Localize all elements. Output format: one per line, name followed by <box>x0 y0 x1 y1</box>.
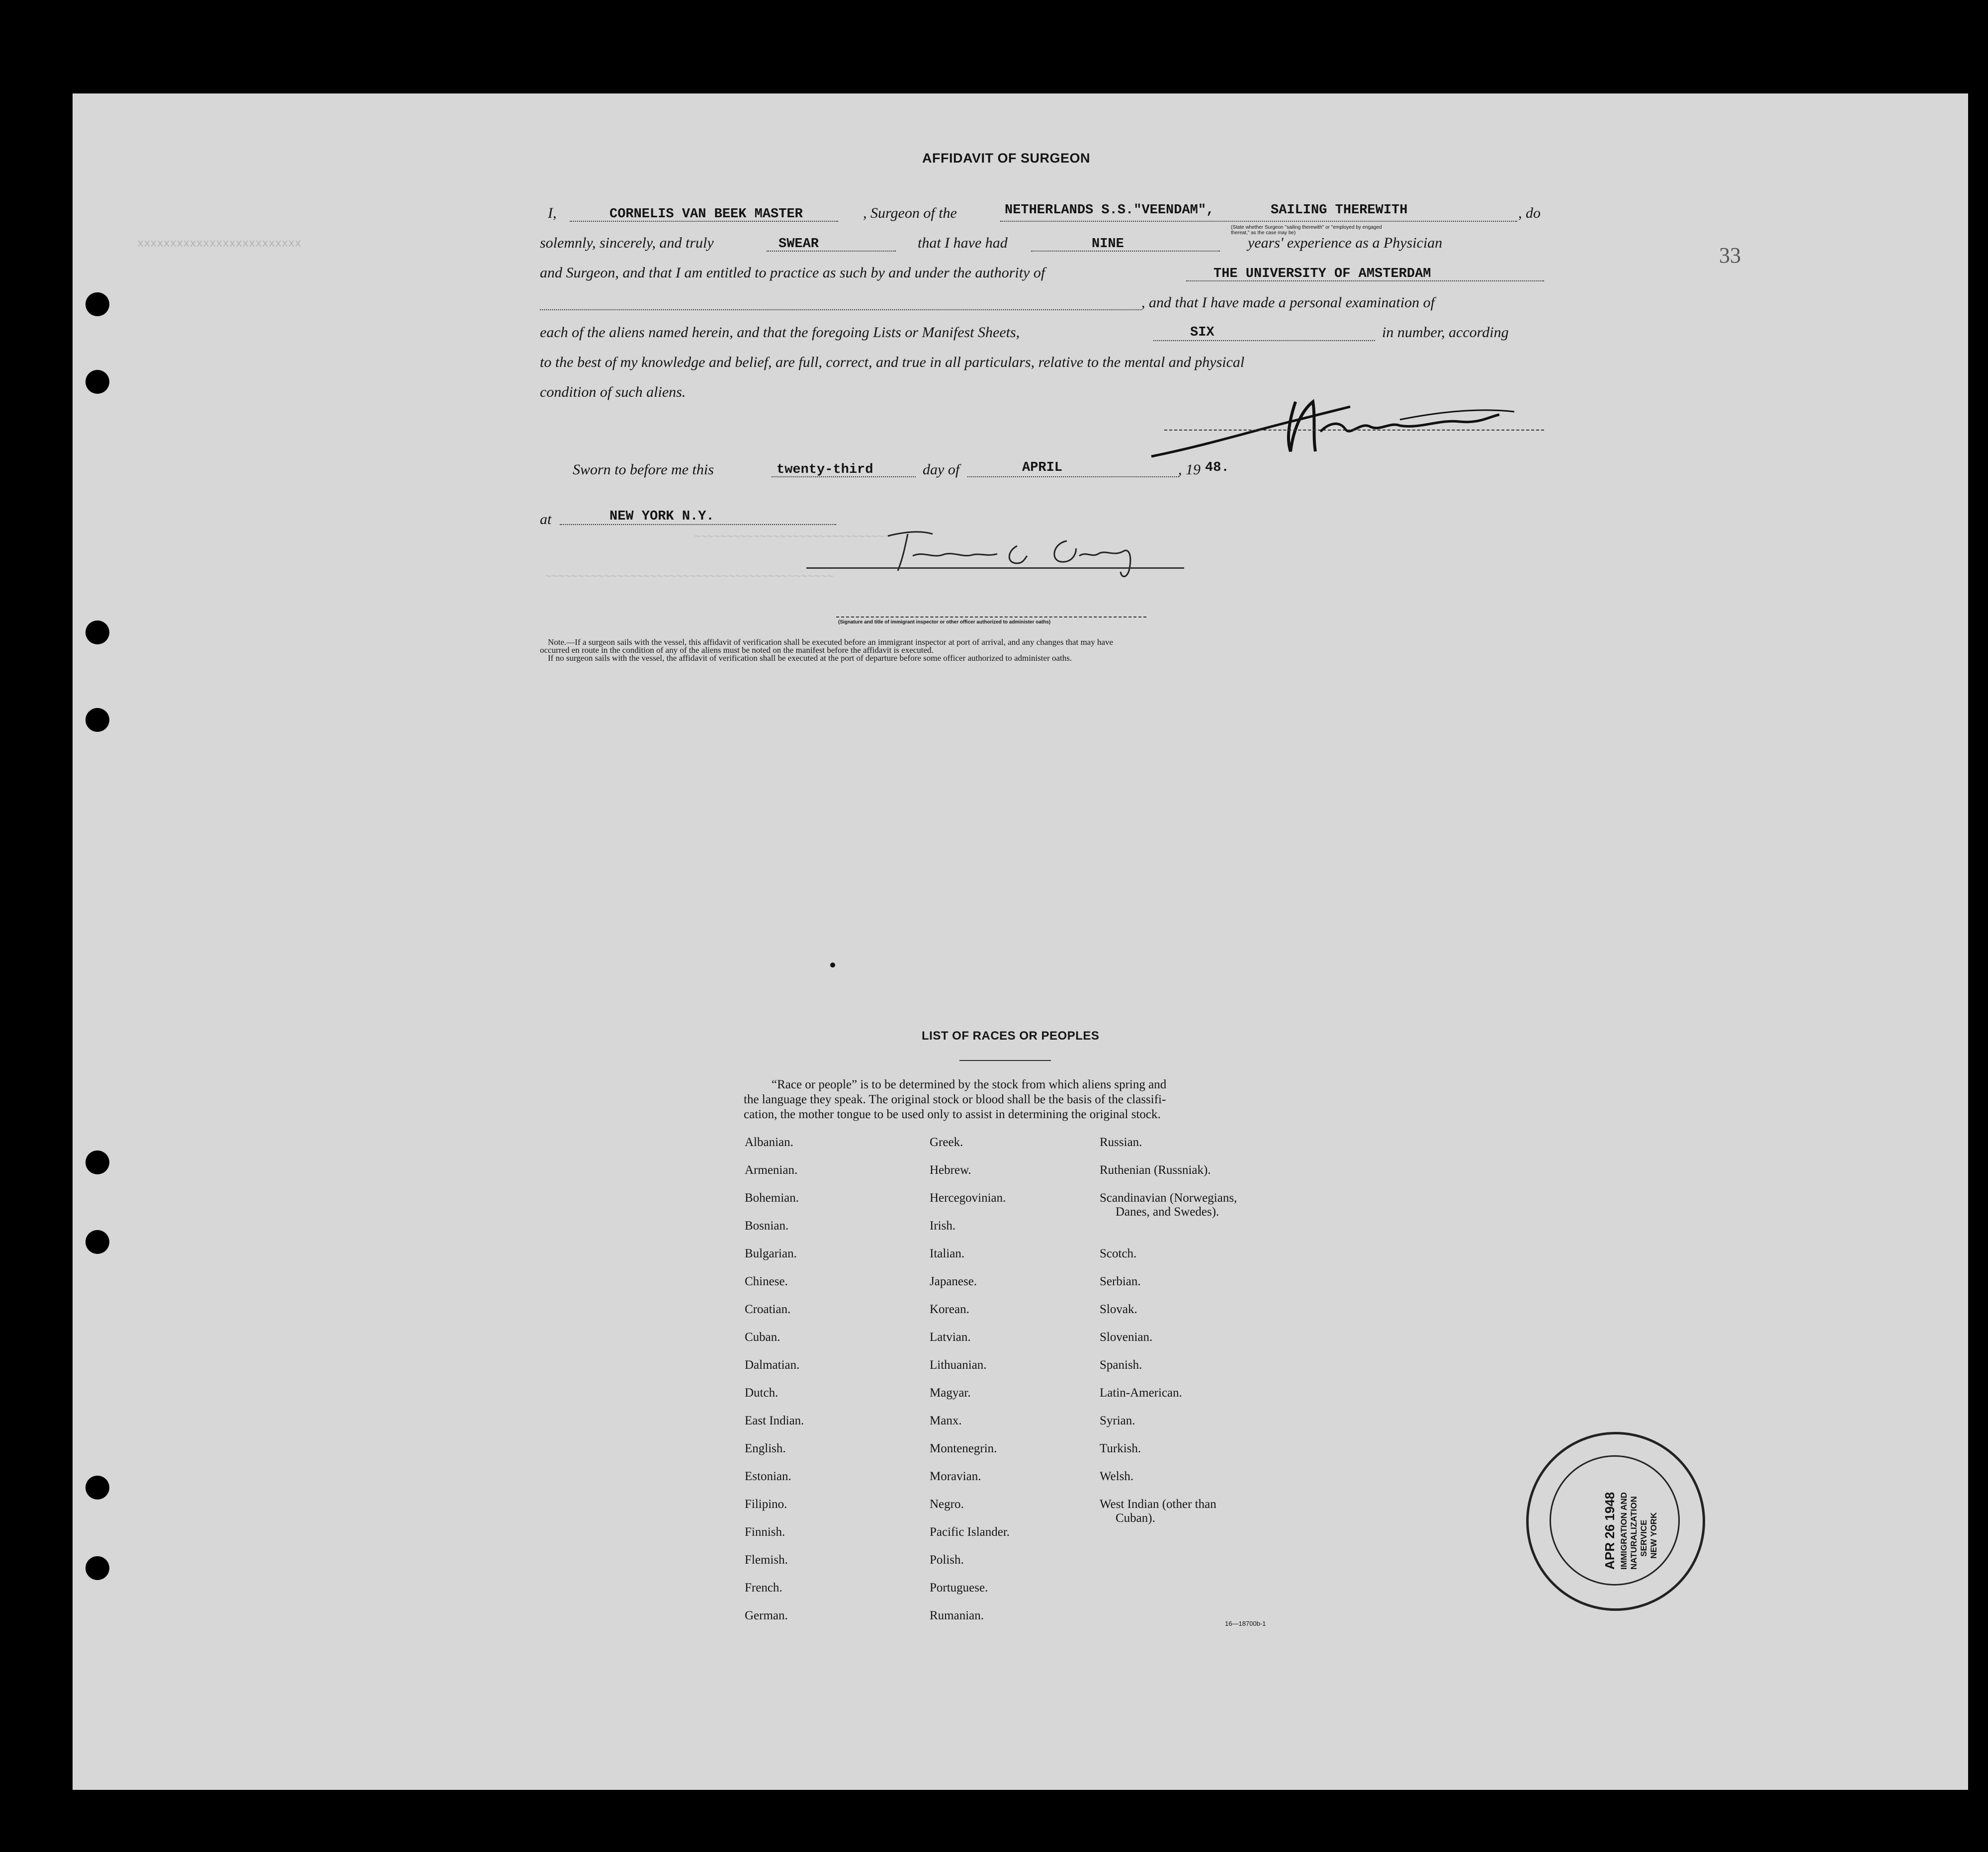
punch-hole <box>86 620 109 644</box>
bleed-through-text: ~~~~~~~~~~~~~~~~~~~~~~~~~~~~~~~~~~~~~~~~~~~~ <box>545 571 834 583</box>
race-entry: Latin-American. <box>1100 1386 1182 1400</box>
title-rule <box>959 1060 1051 1061</box>
race-entry: Dutch. <box>745 1386 778 1400</box>
race-entry: Scotch. <box>1100 1247 1137 1260</box>
race-entry: Estonian. <box>745 1470 791 1483</box>
race-entry: East Indian. <box>745 1414 804 1427</box>
race-entry: Italian. <box>930 1247 965 1260</box>
races-title: LIST OF RACES OR PEOPLES <box>922 1029 1100 1043</box>
race-entry: Manx. <box>930 1414 962 1427</box>
fill-line <box>560 524 836 525</box>
punch-hole <box>86 708 109 732</box>
race-entry: Danes, and Swedes). <box>1116 1205 1219 1219</box>
affidavit-line-7: condition of such aliens. <box>540 384 686 400</box>
stamp-agency-4: NEW YORK <box>1649 1512 1658 1559</box>
years-experience: NINE <box>1092 237 1124 252</box>
affidavit-line-5-suffix: in number, according <box>1382 324 1509 341</box>
race-entry: Syrian. <box>1100 1414 1135 1427</box>
race-entry: Turkish. <box>1100 1442 1141 1455</box>
race-entry: Pacific Islander. <box>930 1525 1010 1539</box>
affidavit-line-5-prefix: each of the aliens named herein, and that the foregoing Lists or Manifest Sheets, <box>540 324 1020 341</box>
affidavit-line-2-mid: that I have had <box>918 235 1008 251</box>
inspector-signature <box>878 516 1156 591</box>
race-entry: Albanian. <box>745 1136 793 1149</box>
stamp-date: APR 26 1948 <box>1602 1492 1617 1570</box>
race-entry: Bulgarian. <box>745 1247 797 1260</box>
sailing-status: SAILING THEREWITH <box>1271 203 1408 218</box>
race-entry: Dalmatian. <box>745 1358 800 1372</box>
race-entry: Flemish. <box>745 1553 788 1567</box>
fill-line <box>540 309 1141 310</box>
stamp-agency-1: IMMIGRATION AND <box>1619 1492 1629 1570</box>
stamp-agency-2: NATURALIZATION <box>1629 1496 1639 1570</box>
ink-dot <box>830 963 835 968</box>
note-1a: Note.—If a surgeon sails with the vessel, this affidavit of verification shall be executed before an immigrant inspector at port of arrival, and any changes that may have <box>548 637 1114 647</box>
bleed-through-text: xxxxxxxxxxxxxxxxxxxxxxxxx <box>137 238 302 250</box>
race-entry: Portuguese. <box>930 1581 988 1594</box>
sworn-place: NEW YORK N.Y. <box>609 509 714 524</box>
punch-hole <box>86 370 109 394</box>
affidavit-line-2-prefix: solemnly, sincerely, and truly <box>540 235 714 251</box>
race-entry: Hebrew. <box>930 1163 971 1177</box>
race-entry: Bosnian. <box>745 1219 789 1233</box>
sworn-year: 48. <box>1205 460 1229 475</box>
race-entry: Hercegovinian. <box>930 1191 1006 1205</box>
race-entry: Ruthenian (Russniak). <box>1100 1163 1211 1177</box>
punch-hole <box>86 1150 109 1174</box>
races-intro-2: the language they speak. The original stock or blood shall be the basis of the classifi- <box>744 1093 1166 1106</box>
at-prefix: at <box>540 511 552 528</box>
note-1b: occurred en route in the condition of any of the aliens must be noted on the manifest before the affidavit is executed. <box>540 645 934 655</box>
race-entry: Russian. <box>1100 1136 1142 1149</box>
race-entry: English. <box>745 1442 786 1455</box>
stamp-agency-3: SERVICE <box>1639 1519 1648 1557</box>
race-entry: Greek. <box>930 1136 963 1149</box>
sworn-prefix: Sworn to before me this <box>573 461 714 478</box>
inspector-signature-line <box>806 567 1184 569</box>
document-page <box>73 93 1968 1790</box>
sworn-month: APRIL <box>1022 460 1063 475</box>
bleed-through-text: ~~~~~~~~~~~~~~~~~~~~~~~~~~~~~~ <box>694 531 891 543</box>
race-entry: Japanese. <box>930 1275 977 1288</box>
fill-line <box>1153 340 1375 341</box>
race-entry: Scandinavian (Norwegians, <box>1100 1191 1237 1205</box>
race-entry: Finnish. <box>745 1525 785 1539</box>
licensing-authority: THE UNIVERSITY OF AMSTERDAM <box>1213 266 1431 281</box>
affidavit-line-2-suffix: years' experience as a Physician <box>1248 235 1443 251</box>
sworn-mid: day of <box>923 461 960 478</box>
race-entry: Welsh. <box>1100 1470 1134 1483</box>
affidavit-line-1-prefix: I, <box>548 205 557 221</box>
received-stamp <box>1526 1432 1705 1611</box>
race-entry: Slovak. <box>1100 1303 1137 1316</box>
races-intro-1: “Race or people” is to be determined by the stock from which aliens spring and <box>772 1078 1167 1091</box>
punch-hole <box>86 1476 109 1499</box>
race-entry: German. <box>745 1609 788 1622</box>
affidavit-line-1-mid: , Surgeon of the <box>863 205 957 221</box>
surgeon-name: CORNELIS VAN BEEK MASTER <box>609 207 803 222</box>
affidavit-line-6: to the best of my knowledge and belief, are full, correct, and true in all particulars, relative to the mental and physical <box>540 354 1245 370</box>
punch-hole <box>86 1230 109 1254</box>
race-entry: French. <box>745 1581 782 1594</box>
form-code: 16—18700b-1 <box>1225 1620 1266 1627</box>
affidavit-title: AFFIDAVIT OF SURGEON <box>922 151 1090 166</box>
signature-line <box>1164 430 1544 431</box>
punch-hole <box>86 1556 109 1580</box>
race-entry: Montenegrin. <box>930 1442 997 1455</box>
races-intro-3: cation, the mother tongue to be used only to assist in determining the original stock. <box>744 1108 1161 1121</box>
fill-line <box>967 476 1179 477</box>
race-entry: Croatian. <box>745 1303 791 1316</box>
race-entry: Moravian. <box>930 1470 981 1483</box>
fill-line <box>1000 221 1517 222</box>
race-entry: Cuban. <box>745 1330 780 1344</box>
note-2: If no surgeon sails with the vessel, the affidavit of verification shall be executed at the port of departure before some officer authorized to administer oaths. <box>548 653 1072 663</box>
race-entry: Rumanian. <box>930 1609 984 1622</box>
race-entry: West Indian (other than <box>1100 1498 1216 1511</box>
race-entry: Korean. <box>930 1303 969 1316</box>
sworn-day: twenty-third <box>777 462 873 477</box>
affidavit-line-3: and Surgeon, and that I am entitled to practice as such by and under the authority of <box>540 265 1045 281</box>
vessel-hint: (State whether Surgeon "sailing therewith" or "employed by engaged thereat," as the case may be) <box>1231 225 1382 236</box>
race-entry: Polish. <box>930 1553 964 1567</box>
race-entry: Filipino. <box>745 1498 787 1511</box>
race-entry: Cuban). <box>1116 1511 1155 1525</box>
punch-hole <box>86 292 109 316</box>
race-entry: Spanish. <box>1100 1358 1142 1372</box>
race-entry: Chinese. <box>745 1275 788 1288</box>
page-number: 33 <box>1719 243 1741 267</box>
race-entry: Negro. <box>930 1498 964 1511</box>
race-entry: Bohemian. <box>745 1191 799 1205</box>
race-entry: Slovenian. <box>1100 1330 1153 1344</box>
affidavit-line-4: , and that I have made a personal examination of <box>1141 294 1435 311</box>
affidavit-line-1-suffix: , do <box>1518 205 1541 221</box>
race-entry: Latvian. <box>930 1330 971 1344</box>
race-entry: Armenian. <box>745 1163 798 1177</box>
race-entry: Serbian. <box>1100 1275 1141 1288</box>
oath-type: SWEAR <box>778 237 819 252</box>
race-entry: Magyar. <box>930 1386 971 1400</box>
vessel-name: NETHERLANDS S.S."VEENDAM", <box>1005 203 1214 218</box>
manifest-sheet-count: SIX <box>1190 325 1214 340</box>
race-entry: Irish. <box>930 1219 956 1233</box>
fill-line <box>1031 251 1220 252</box>
sworn-year-prefix: , 19 <box>1178 461 1201 478</box>
race-entry: Lithuanian. <box>930 1358 987 1372</box>
surgeon-signature <box>1141 372 1539 476</box>
signature-caption: (Signature and title of immigrant inspector or other officer authorized to administer oaths) <box>838 619 1051 625</box>
